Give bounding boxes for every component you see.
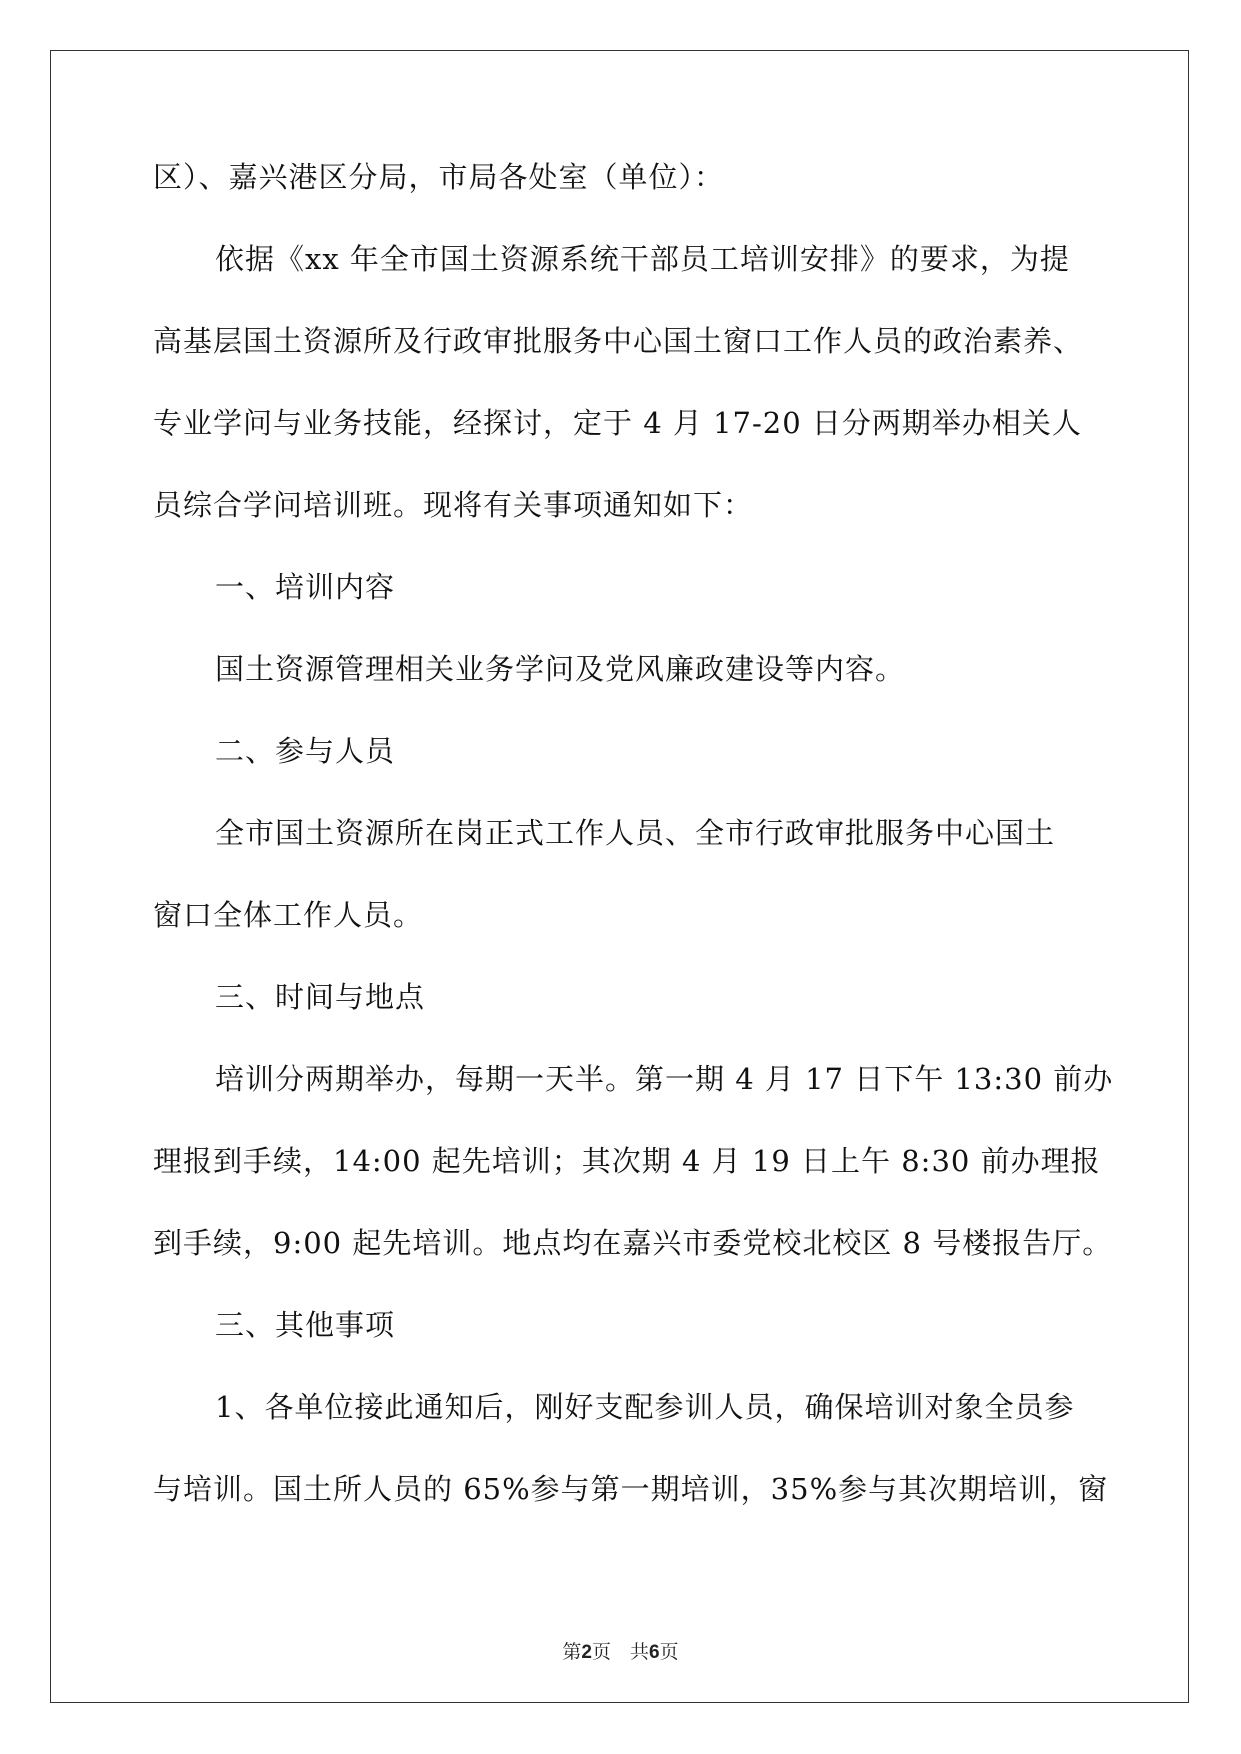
text-line: 与培训。国土所人员的 65%参与第一期培训，35%参与其次期培训，窗 [153,1472,1109,1506]
document-body [153,160,1114,1556]
text-line: 窗口全体工作人员。 [153,898,424,932]
text-line: 员综合学问培训班。现将有关事项通知如下： [153,488,754,522]
text-line: 1、各单位接此通知后，刚好支配参训人员，确保培训对象全员参 [215,1390,1075,1424]
text-line: 理报到手续，14:00 起先培训；其次期 4 月 19 日上午 8:30 前办理报 [153,1144,1101,1178]
text-line: 依据《xx 年全市国土资源系统干部员工培训安排》的要求，为提 [215,242,1070,276]
text-line: 国土资源管理相关业务学问及党风廉政建设等内容。 [215,652,906,686]
text-line: 培训分两期举办，每期一天半。第一期 4 月 17 日下午 13:30 前办 [215,1062,1114,1096]
page-label-suffix: 页 [659,1641,679,1663]
text-line: 三、其他事项 [215,1308,396,1342]
text-line: 二、参与人员 [215,734,396,768]
text-line: 一、培训内容 [215,570,396,604]
page-label-prefix: 第 [562,1641,582,1663]
text-line: 三、时间与地点 [215,980,426,1014]
text-line: 区）、嘉兴港区分局，市局各处室（单位）： [153,160,725,194]
page-label-mid: 页 共 [591,1641,649,1663]
text-line: 专业学问与业务技能，经探讨，定于 4 月 17-20 日分两期举办相关人 [153,406,1082,440]
text-line: 高基层国土资源所及行政审批服务中心国土窗口工作人员的政治素养、 [153,324,1084,358]
text-line: 全市国土资源所在岗正式工作人员、全市行政审批服务中心国土 [215,816,1056,850]
page-footer [0,1637,1241,1664]
text-line: 到手续，9:00 起先培训。地点均在嘉兴市委党校北校区 8 号楼报告厅。 [153,1226,1113,1260]
page-number-current: 2 [581,1642,592,1663]
page-number-total: 6 [649,1642,660,1663]
